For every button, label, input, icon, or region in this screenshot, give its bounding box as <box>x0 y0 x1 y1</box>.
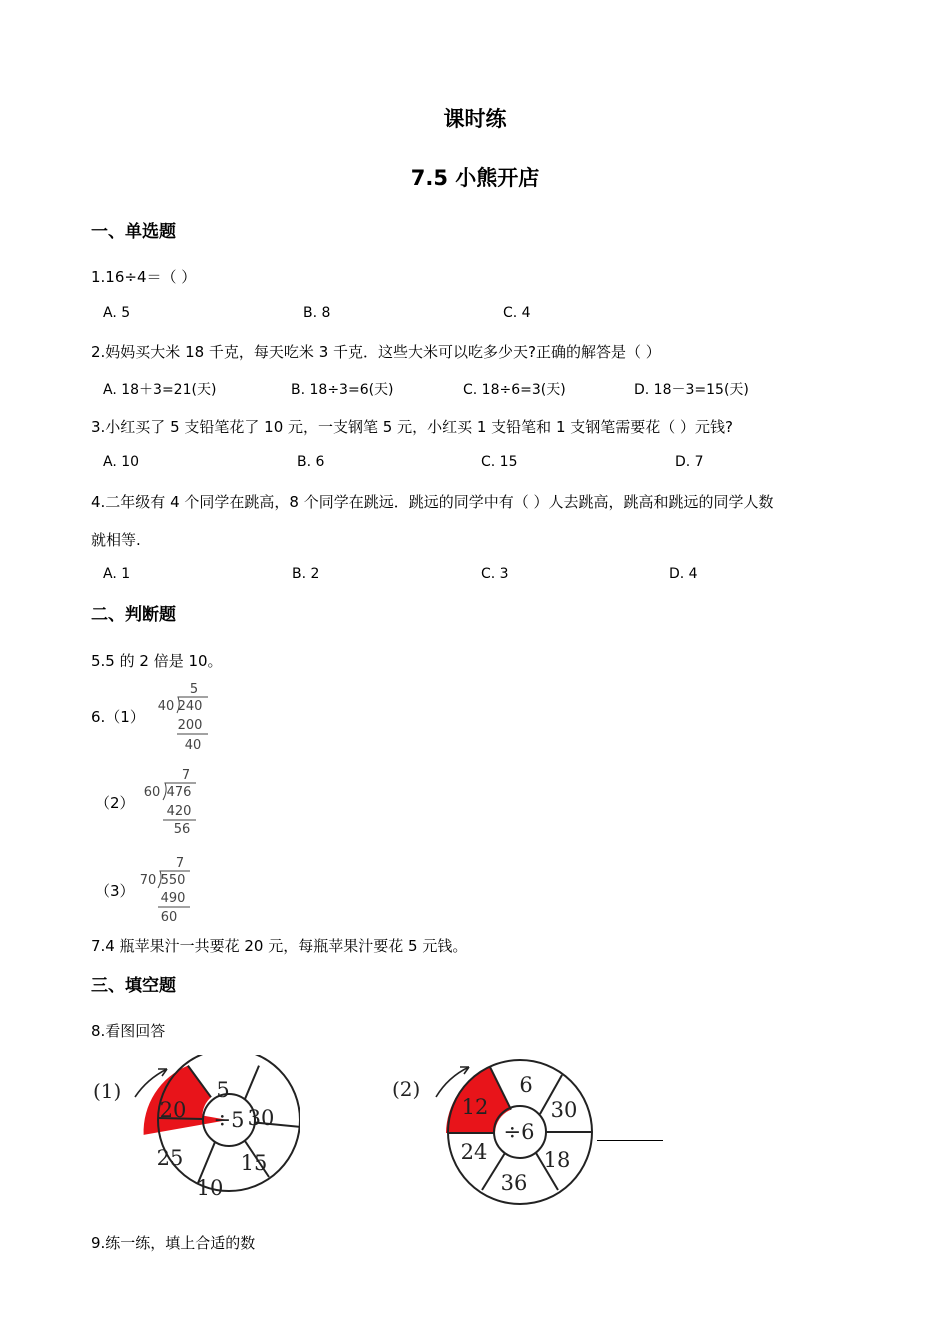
wheel2-number-5: 24 <box>460 1140 488 1164</box>
q1-option-a: A. 5 <box>103 305 131 321</box>
div2-remainder: 56 <box>173 822 191 837</box>
q2-option-b: B. 18÷3=6(天) <box>291 382 394 398</box>
wheel2-number-4: 36 <box>500 1171 528 1195</box>
question-3: 3.小红买了 5 支铅笔花了 10 元，一支钢笔 5 元，小红买 1 支铅笔和 1 支钢笔需要花（ ）元钱? <box>91 418 733 436</box>
wheel1-center: ÷5 <box>213 1108 245 1132</box>
wheel2-number-3: 18 <box>543 1148 571 1172</box>
answer-blank-line[interactable] <box>597 1140 663 1141</box>
q1-option-b: B. 8 <box>303 305 331 321</box>
q4-option-c: C. 3 <box>481 566 509 582</box>
div3-product: 490 <box>160 891 186 906</box>
q2-option-a: A. 18＋3=21(天) <box>103 382 217 398</box>
long-division-2 <box>138 765 208 841</box>
section-heading-fill-blank: 三、填空题 <box>91 976 176 996</box>
div1-product: 200 <box>177 718 203 733</box>
division-wheel-2 <box>386 1055 601 1205</box>
page-title: 课时练 <box>443 107 507 131</box>
div1-remainder: 40 <box>184 738 202 753</box>
div1-quotient: 5 <box>189 682 199 697</box>
question-6-label-1: 6.（1） <box>91 708 145 726</box>
question-7: 7.4 瓶苹果汁一共要花 20 元，每瓶苹果汁要花 5 元钱。 <box>91 937 468 955</box>
div2-product: 420 <box>166 804 192 819</box>
div3-divisor: 70 <box>139 873 157 888</box>
div2-dividend: 476 <box>166 785 192 800</box>
wheel1-number-0: 20 <box>159 1098 187 1122</box>
q3-option-c: C. 15 <box>481 454 518 470</box>
question-6-label-2: （2） <box>95 794 135 812</box>
div3-remainder: 60 <box>160 910 178 925</box>
wheel1-label: (1) <box>93 1079 122 1103</box>
div3-quotient: 7 <box>175 856 185 871</box>
division-wheel-1 <box>85 1055 300 1205</box>
question-8: 8.看图回答 <box>91 1022 166 1040</box>
q4-option-d: D. 4 <box>669 566 698 582</box>
q4-option-a: A. 1 <box>103 566 131 582</box>
wheel1-number-4: 10 <box>196 1176 224 1200</box>
div1-dividend: 240 <box>177 699 203 714</box>
q1-option-c: C. 4 <box>503 305 531 321</box>
section-heading-single-choice: 一、单选题 <box>91 222 176 242</box>
div2-quotient: 7 <box>181 768 191 783</box>
q4-option-b: B. 2 <box>292 566 320 582</box>
question-2: 2.妈妈买大米 18 千克，每天吃米 3 千克．这些大米可以吃多少天?正确的解答是（ ） <box>91 343 661 361</box>
wheel1-number-5: 25 <box>156 1146 184 1170</box>
q3-option-d: D. 7 <box>675 454 704 470</box>
div1-divisor: 40 <box>157 699 175 714</box>
section-heading-true-false: 二、判断题 <box>91 605 176 625</box>
wheel2-label: (2) <box>392 1077 421 1101</box>
div3-dividend: 550 <box>160 873 186 888</box>
q3-option-a: A. 10 <box>103 454 140 470</box>
wheel1-number-2: 30 <box>247 1106 275 1130</box>
q2-option-c: C. 18÷6=3(天) <box>463 382 566 398</box>
wheel2-number-2: 30 <box>550 1098 578 1122</box>
page-subtitle: 7.5 小熊开店 <box>410 166 540 190</box>
wheel1-number-1: 5 <box>216 1078 230 1102</box>
question-5: 5.5 的 2 倍是 10。 <box>91 652 223 670</box>
question-4-line-1: 4.二年级有 4 个同学在跳高，8 个同学在跳远．跳远的同学中有（ ）人去跳高，跳高和跳远的同学人数 <box>91 493 774 511</box>
question-4-line-2: 就相等. <box>91 531 141 549</box>
div2-divisor: 60 <box>143 785 161 800</box>
long-division-3 <box>134 853 204 929</box>
wheel1-number-3: 15 <box>240 1151 268 1175</box>
wheel2-number-1: 6 <box>519 1073 533 1097</box>
question-1: 1.16÷4＝（ ） <box>91 268 197 286</box>
question-6-label-3: （3） <box>95 882 135 900</box>
wheel2-center: ÷6 <box>503 1120 535 1144</box>
q2-option-d: D. 18－3=15(天) <box>634 382 749 398</box>
q3-option-b: B. 6 <box>297 454 325 470</box>
question-9: 9.练一练，填上合适的数 <box>91 1234 256 1252</box>
long-division-1 <box>150 680 220 756</box>
wheel2-number-0: 12 <box>461 1095 489 1119</box>
